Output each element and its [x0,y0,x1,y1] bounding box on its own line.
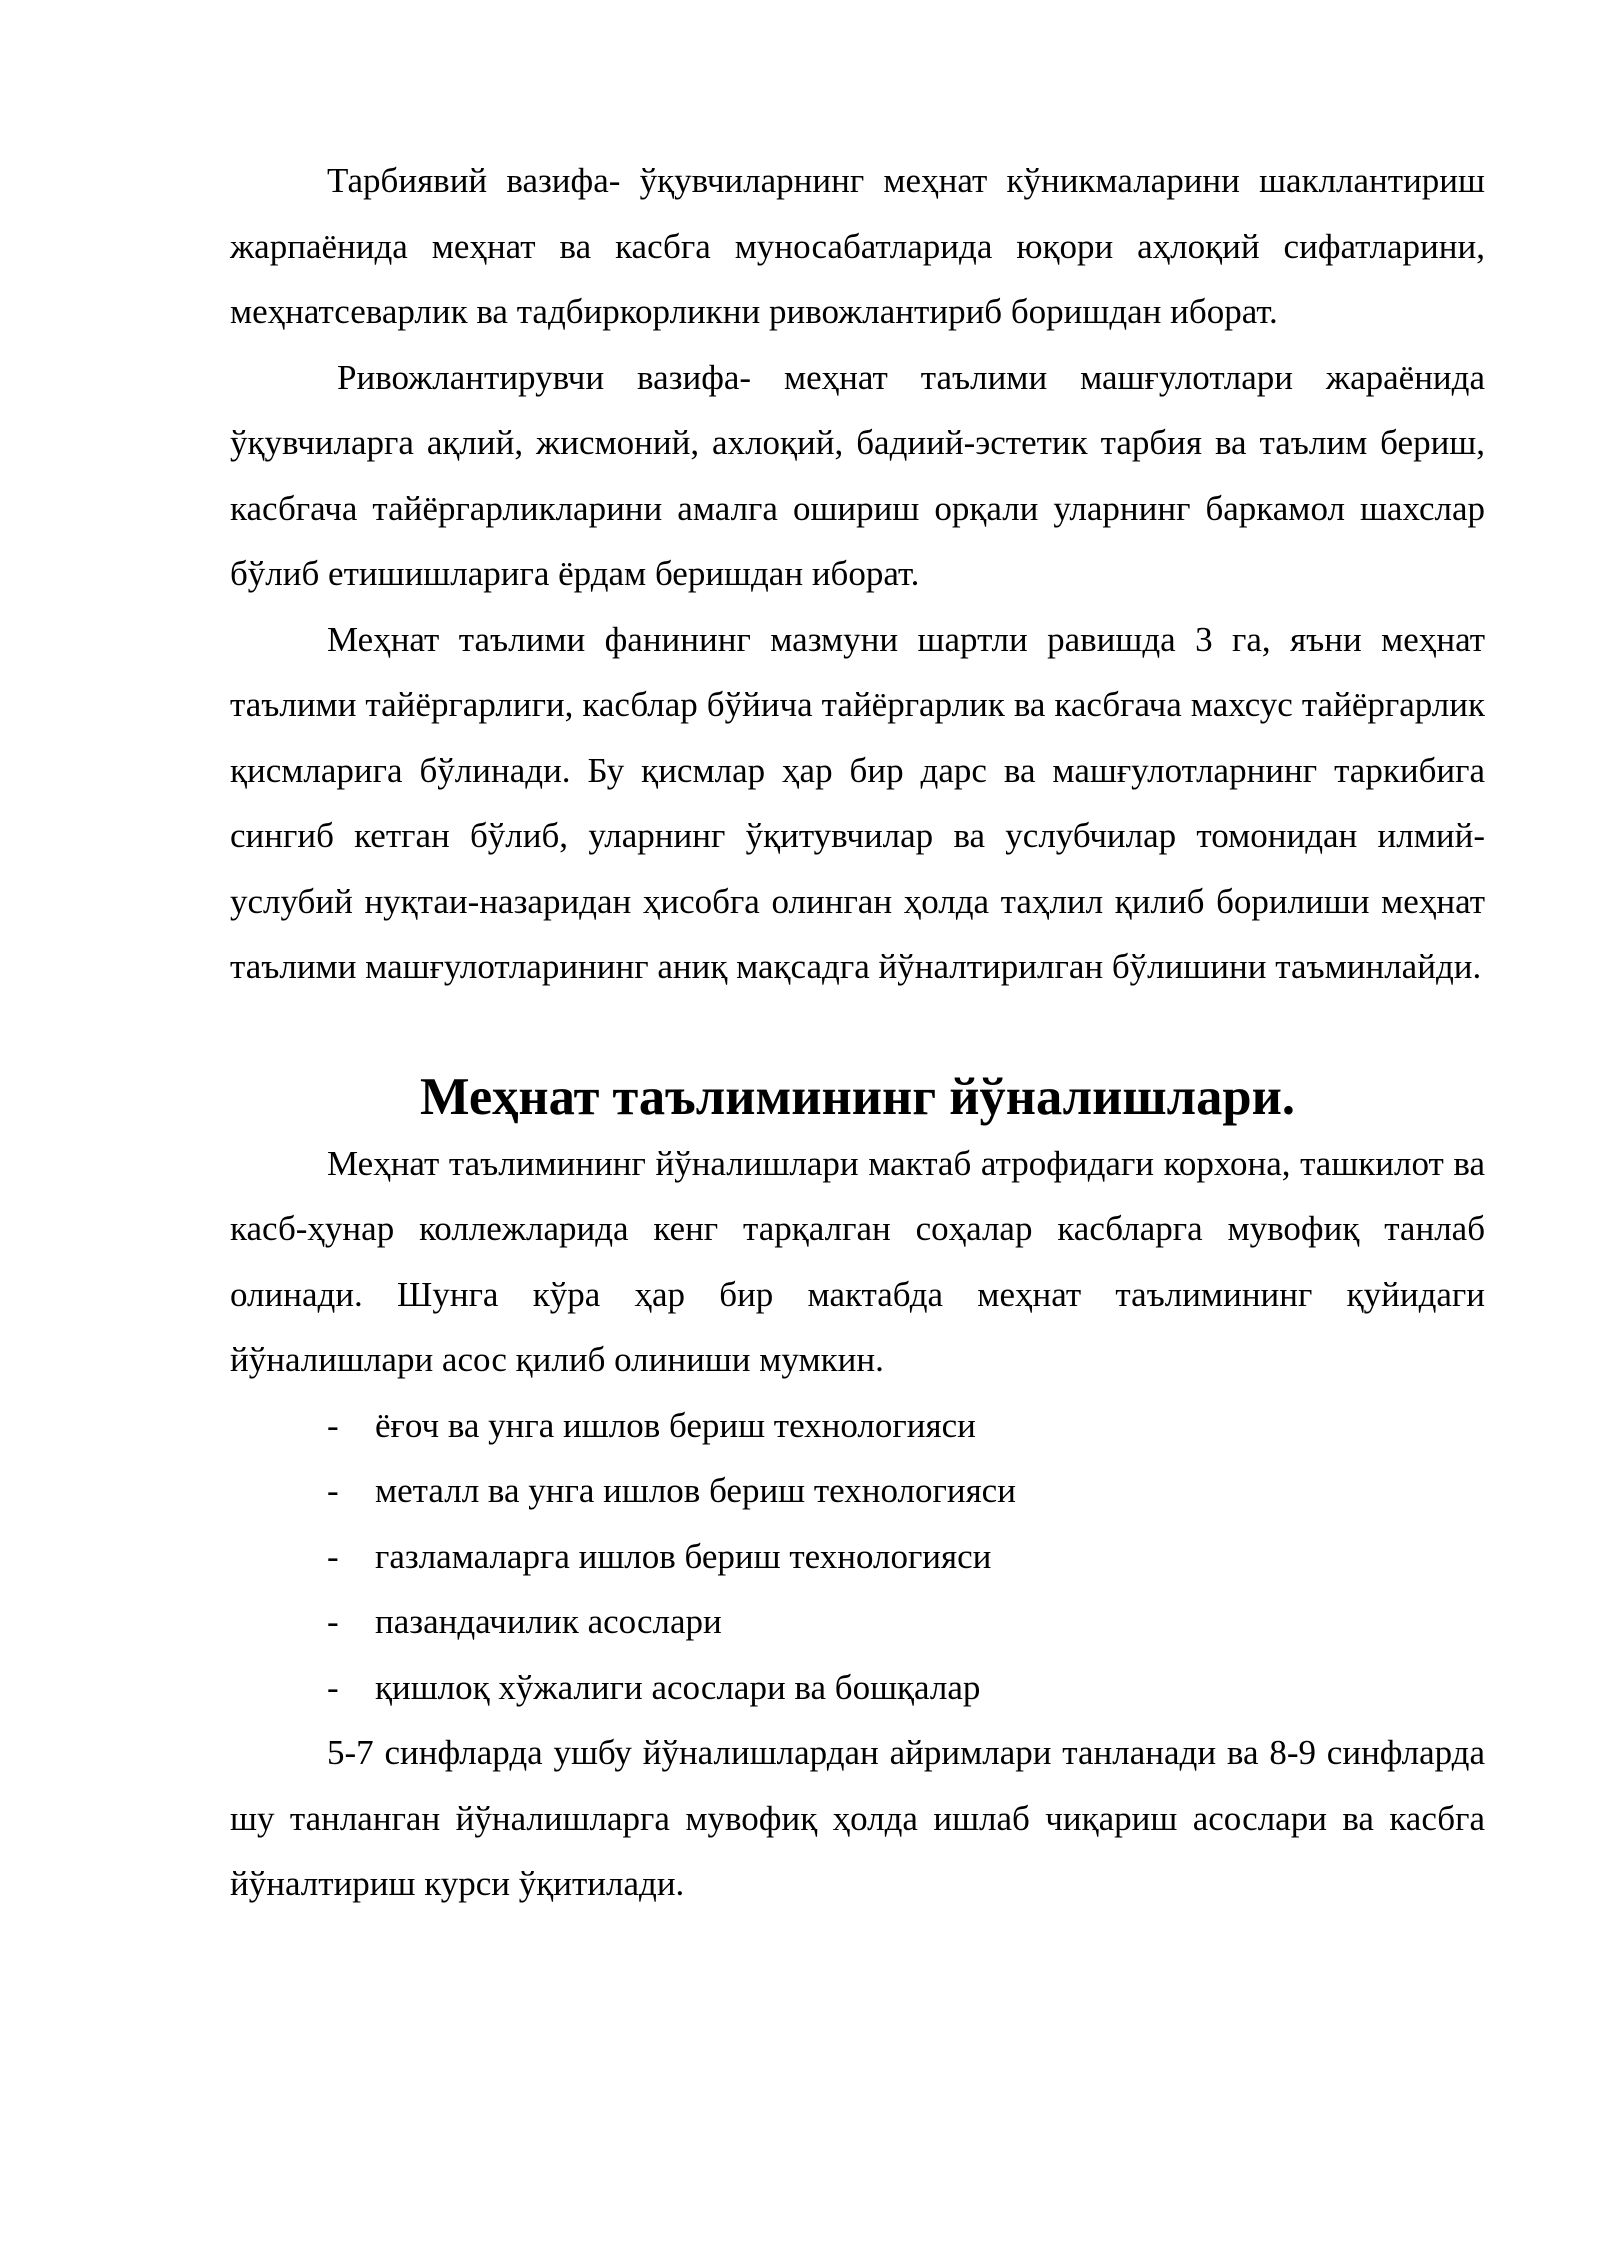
list-dash: - [327,1602,339,1641]
list-item [230,1458,1485,1524]
paragraph-closing: 5-7 синфларда ушбу йўналишлардан айримлари танланади ва 8-9 синфларда шу танланган йўналишларга мувофиқ ҳолда ишлаб чиқариш асослари ва касбга йўналтириш курси ўқитилади. [230,1733,1485,1903]
list-item-text: газламаларга ишлов бериш технологияси [375,1536,992,1576]
list-item-text: металл ва унга ишлов бериш технологияси [375,1471,1016,1510]
document-page [230,148,1485,1917]
section-title: Меҳнат таълимининг йўналишлари. [420,1068,1295,1126]
list-dash: - [327,1405,339,1445]
list-item-text: пазандачилик асослари [375,1602,722,1641]
list-item [230,1393,1485,1459]
list-dash: - [327,1536,339,1576]
paragraph-educational-task: Тарбиявий вазифа- ўқувчиларнинг меҳнат кўникмаларини шакллантириш жарпаёнида меҳнат ва касбга муносабатларида юқори аҳлоқий сифатларини, меҳнатсеварлик ва тадбиркорликни ривожлантириб боришдан иборат. [230,161,1485,331]
list-item [230,1655,1485,1721]
list-item [230,1524,1485,1590]
paragraph-content-parts: Меҳнат таълими фанининг мазмуни шартли равишда 3 га, яъни меҳнат таълими тайёргарлиги, касблар бўйича тайёргарлик ва касбгача махсус тайёргарлик қисмларига бўлинади. Бу қисмлар ҳар бир дарс ва машғулотларнинг таркибига сингиб кетган бўлиб, уларнинг ўқитувчилар ва услубчилар томонидан илмий-услубий нуқтаи-назаридан ҳисобга олинган ҳолда таҳлил қилиб борилиши меҳнат таълими машғулотларининг аниқ мақсадга йўналтирилган бўлишини таъминлайди. [230,619,1485,986]
paragraph-section-intro: Меҳнат таълимининг йўналишлари мактаб атрофидаги корхона, ташкилот ва касб-ҳунар коллежларида кенг тарқалган соҳалар касбларга мувофиқ танлаб олинади. Шунга кўра ҳар бир мактабда меҳнат таълимининг қуйидаги йўналишлари асос қилиб олиниши мумкин. [230,1143,1485,1379]
directions-list [230,1393,1485,1721]
list-dash: - [327,1667,339,1707]
paragraph-developmental-task: Ривожлантирувчи вазифа- меҳнат таълими машғулотлари жараёнида ўқувчиларга ақлий, жисмоний, ахлоқий, бадиий-эстетик тарбия ва таълим бериш, касбгача тайёргарликларини амалга ошириш орқали уларнинг баркамол шахслар бўлиб етишишларига ёрдам беришдан иборат. [230,357,1485,593]
list-item-text: ёғоч ва унга ишлов бериш технологияси [375,1405,976,1445]
list-dash: - [327,1471,339,1510]
list-item [230,1589,1485,1655]
list-item-text: қишлоқ хўжалиги асослари ва бошқалар [375,1667,981,1707]
